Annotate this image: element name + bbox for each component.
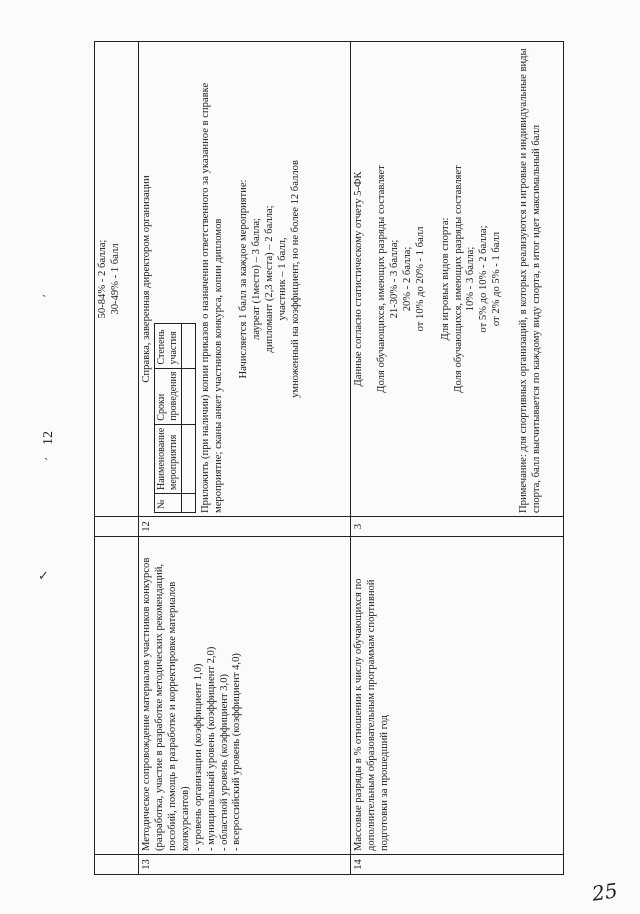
criteria-table [94,41,564,875]
row13-attach: Приложить (при наличии) копии приказов о назначении ответственного за указанное в справке мероприятие; сканы анкет участников конкурса, копии дипломов [200,82,225,513]
table-row-14 [351,42,564,875]
corner-number: 25 [590,878,619,906]
row13-desc [139,42,351,517]
row14-note: Примечание: для спортивных организаций, в которых реализуются и игровые и индивидуальные виды спорта, балл высчитывается по каждому виду спорта, в итог идет максимальный балл [518,48,543,513]
table-row-top [95,42,139,875]
inner-table [154,323,196,513]
top-row-desc: 50-84% - 2 балла; 30-49% - 1 балл [95,42,139,517]
row13-desc-title: Справка, заверенная директором организации [141,175,152,383]
row14-team: Для игровых видов спорта: Доля обучающихся, имеющих разряды составляет 10% - 3 балла; от 5% до 10% - 2 балла; от 2% до 5% - 1 балл [439,165,503,393]
row13-num: 13 [139,855,351,875]
page-number: 12 [41,431,56,445]
pen-mark-3: ` [44,455,49,470]
row13-scoring: Начисляется 1 балл за каждое мероприятие: лауреат (1место) – 3 балла; дипломант (2,3 места) – 2 балла; участник – 1 балл, умноженный на коэффициент, но не более 12 баллов [238,160,301,398]
row14-individual: Доля обучающихся, имеющих разряды составляет 21-30% - 3 балла; 20% - 2 балла; от 10% до 20% - 1 балл [375,165,426,393]
row14-desc [351,42,564,517]
row14-criterion: Массовые разряды в % отношении к числу обучающихся по дополнительным образовательным программам спортивной подготовки за прошедший год [351,537,564,855]
row13-score: 12 [139,517,351,537]
table-row-13 [139,42,351,875]
row14-score: 3 [351,517,564,537]
row14-num: 14 [351,855,564,875]
row14-desc-title: Данные согласно статистическому отчету 5-ФК [353,171,364,387]
inner-table-header: № Наименование мероприятия Сроки проведения Степень участия [154,324,181,513]
row13-criterion: Методическое сопровождение материалов участников конкурсов (разработка, участие в разработке методических рекомендаций, пособий, помощь в разработке и корректировке материалов конкурсантов) - уровень организации (коэффициент 1,0) - муниципальный уровень (коэффициент 2,0) - областной уровень (коэффициент 3,0) - всероссийский уровень (коэффициент 4,0) [139,537,351,855]
pen-mark-2: ✓ [38,568,49,583]
inner-table-empty-row [182,324,196,513]
document-sheet [94,41,564,875]
pen-mark-1: ` [42,292,47,307]
